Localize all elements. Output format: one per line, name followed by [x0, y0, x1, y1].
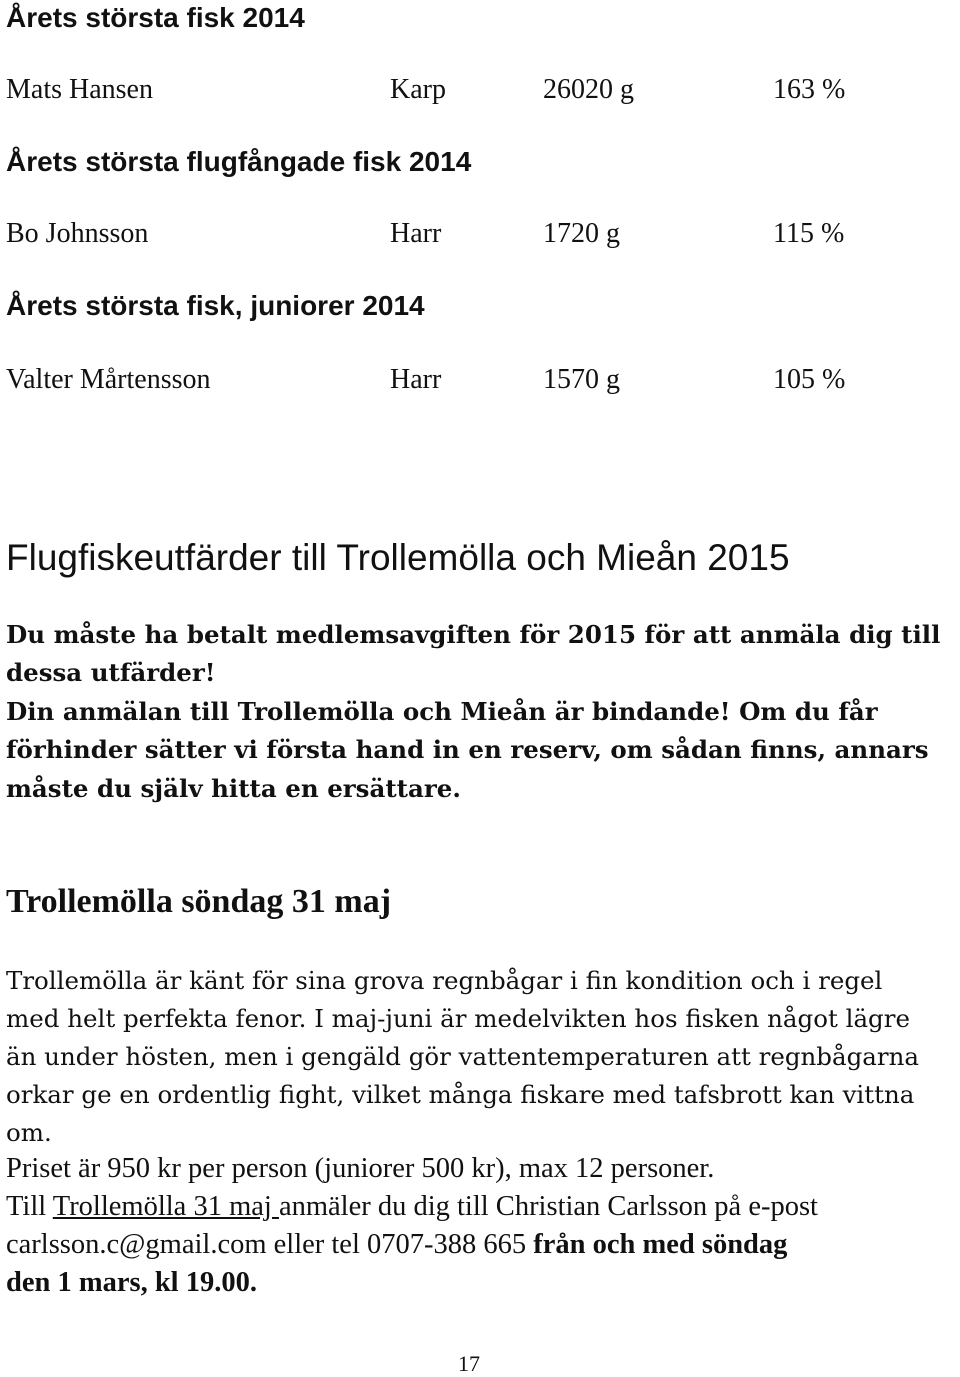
- signup-prefix: Till: [6, 1191, 53, 1222]
- notice-line: dessa utfärder!: [6, 658, 216, 687]
- result-weight: 1570 g: [543, 364, 620, 395]
- notice-line: Du måste ha betalt medlemsavgiften för 2015 för att anmäla dig till: [6, 620, 941, 649]
- description-line: med helt perfekta fenor. I maj-juni är medelvikten hos fisken något lägre: [6, 1004, 910, 1033]
- result-percent: 115 %: [773, 218, 845, 249]
- result-percent: 163 %: [773, 74, 846, 105]
- result-name: Valter Mårtensson: [6, 364, 211, 395]
- result-species: Harr: [390, 218, 442, 249]
- heading-biggest-junior-fish: Årets största fisk, juniorer 2014: [6, 290, 425, 321]
- result-weight: 26020 g: [543, 74, 634, 105]
- result-species: Karp: [390, 74, 446, 105]
- result-species: Harr: [390, 364, 442, 395]
- trips-title: Flugfiskeutfärder till Trollemölla och Mieån 2015: [6, 537, 790, 578]
- notice-line: förhinder sätter vi första hand in en reserv, om sådan finns, annars: [6, 735, 929, 764]
- description-line: om.: [6, 1118, 52, 1147]
- signup-deadline-end: den 1 mars, kl 19.00.: [6, 1267, 257, 1298]
- heading-biggest-fish: Årets största fisk 2014: [6, 2, 305, 33]
- contact-line: [6, 1229, 787, 1261]
- result-name: Mats Hansen: [6, 74, 153, 105]
- trollemolla-title: Trollemölla söndag 31 maj: [6, 883, 392, 920]
- description-line: än under hösten, men i gengäld gör vattentemperaturen att regnbågarna: [6, 1042, 919, 1071]
- signup-suffix: anmäler du dig till Christian Carlsson på e-post: [278, 1191, 818, 1222]
- result-weight: 1720 g: [543, 218, 620, 249]
- notice-line: Din anmälan till Trollemölla och Mieån är bindande! Om du får: [6, 697, 878, 726]
- heading-biggest-fly-fish: Årets största flugfångade fisk 2014: [6, 146, 472, 177]
- description-line: Trollemölla är känt för sina grova regnbågar i fin kondition och i regel: [6, 966, 883, 995]
- signup-deadline-start: från och med söndag: [533, 1229, 788, 1260]
- result-percent: 105 %: [773, 364, 846, 395]
- price-line: Priset är 950 kr per person (juniorer 500 kr), max 12 personer.: [6, 1153, 715, 1184]
- signup-line: [6, 1191, 818, 1223]
- notice-line: måste du själv hitta en ersättare.: [6, 774, 461, 803]
- description-line: orkar ge en ordentlig fight, vilket många fiskare med tafsbrott kan vittna: [6, 1080, 915, 1109]
- page-number: 17: [458, 1351, 480, 1376]
- result-name: Bo Johnsson: [6, 218, 149, 249]
- contact-info: carlsson.c@gmail.com eller tel 0707-388 665: [6, 1229, 534, 1260]
- trollemolla-link[interactable]: Trollemölla 31 maj: [52, 1191, 279, 1222]
